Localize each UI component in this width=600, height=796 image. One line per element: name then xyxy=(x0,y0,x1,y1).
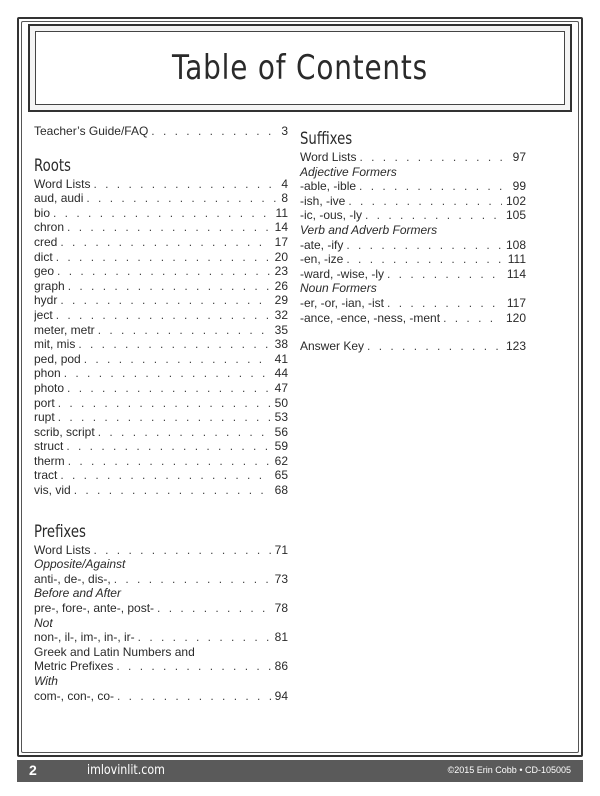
entry-label: anti-, de-, dis-, xyxy=(34,571,111,586)
toc-entry-answer-key[interactable] xyxy=(300,339,526,354)
dot-leader xyxy=(114,572,271,587)
dot-leader xyxy=(93,543,270,558)
subheading: Verb and Adverb Formers xyxy=(300,222,438,237)
dot-leader xyxy=(53,206,272,221)
entry-label: graph xyxy=(34,278,65,293)
entry-page: 117 xyxy=(506,295,526,310)
entry-page: 32 xyxy=(274,307,288,322)
entry-page: 78 xyxy=(274,601,288,616)
dot-leader xyxy=(138,630,271,645)
entry-label: bio xyxy=(34,205,51,220)
entry-page: 94 xyxy=(274,688,288,703)
entry-label: -ward, -wise, -ly xyxy=(300,266,385,281)
toc-entry[interactable] xyxy=(34,191,288,206)
entry-label: -en, -ize xyxy=(300,252,344,267)
dot-leader xyxy=(98,323,271,338)
toc-entry[interactable] xyxy=(34,689,288,704)
entry-page: 86 xyxy=(274,659,288,674)
toc-entry[interactable] xyxy=(34,396,288,411)
toc-entry[interactable] xyxy=(34,220,288,235)
entry-label: therm xyxy=(34,453,65,468)
entry-page: 62 xyxy=(274,453,288,468)
entry-page: 114 xyxy=(506,266,526,281)
toc-entry[interactable] xyxy=(34,483,288,498)
dot-leader xyxy=(56,250,271,265)
entry-page: 29 xyxy=(274,293,288,308)
subheading: Not xyxy=(34,615,53,630)
dot-leader xyxy=(56,308,271,323)
toc-entry[interactable] xyxy=(34,366,288,381)
toc-entry[interactable] xyxy=(34,468,288,483)
entry-page: 108 xyxy=(505,237,526,252)
dot-leader xyxy=(78,337,270,352)
entry-label: Teacher’s Guide/FAQ xyxy=(34,124,149,138)
entry-label: ped, pod xyxy=(34,351,81,366)
copyright-notice: ©2015 Erin Cobb • CD-105005 xyxy=(447,765,571,775)
entry-label: Metric Prefixes xyxy=(34,659,114,674)
entry-label: phon xyxy=(34,366,61,381)
toc-entry[interactable] xyxy=(34,264,288,279)
page-title: Table of Contents xyxy=(171,48,429,88)
entry-label: dict xyxy=(34,249,53,264)
entry-label: non-, il-, im-, in-, ir- xyxy=(34,630,135,645)
dot-leader xyxy=(68,454,271,469)
entry-page: 120 xyxy=(505,310,526,325)
entry-page: 47 xyxy=(274,380,288,395)
toc-entry[interactable] xyxy=(34,177,288,192)
toc-entry[interactable] xyxy=(34,454,288,469)
entry-label: mit, mis xyxy=(34,337,76,352)
entry-page: 17 xyxy=(274,234,288,249)
dot-leader xyxy=(359,179,509,194)
entry-label: Word Lists xyxy=(34,176,91,191)
dot-leader xyxy=(365,208,502,223)
entry-page: 65 xyxy=(274,468,288,483)
entry-label: Word Lists xyxy=(34,542,91,557)
subheading: Opposite/Against xyxy=(34,557,126,572)
entry-page: 41 xyxy=(274,351,288,366)
entry-page: 23 xyxy=(274,264,288,279)
entry-label: Answer Key xyxy=(300,339,365,354)
entry-label: port xyxy=(34,395,55,410)
toc-entry[interactable] xyxy=(34,659,288,674)
dot-leader xyxy=(348,194,502,209)
entry-page: 111 xyxy=(507,252,526,267)
entry-label: struct xyxy=(34,439,64,454)
entry-label: photo xyxy=(34,380,65,395)
entry-label: tract xyxy=(34,468,58,483)
entry-page: 97 xyxy=(512,150,526,164)
subheading: With xyxy=(34,674,58,688)
roots-list xyxy=(34,177,288,498)
entry-label: Word Lists xyxy=(300,150,357,164)
entry-label: -ish, -ive xyxy=(300,193,346,208)
entry-label: rupt xyxy=(34,410,55,425)
entry-page: 56 xyxy=(274,424,288,439)
entry-page: 71 xyxy=(274,542,288,557)
toc-entry[interactable] xyxy=(34,410,288,425)
right-column xyxy=(300,118,526,354)
entry-page: 99 xyxy=(512,179,526,194)
toc-entry[interactable] xyxy=(34,572,288,587)
dot-leader xyxy=(116,659,270,674)
dot-leader xyxy=(60,293,270,308)
toc-entry[interactable] xyxy=(34,337,288,352)
dot-leader xyxy=(60,235,270,250)
entry-page: 123 xyxy=(505,339,526,354)
toc-entry[interactable] xyxy=(300,208,526,223)
toc-entry[interactable] xyxy=(300,150,526,165)
entry-page: 53 xyxy=(274,410,288,425)
dot-leader xyxy=(84,352,271,367)
subheading: Adjective Formers xyxy=(300,164,397,179)
entry-label: aud, audi xyxy=(34,191,84,206)
entry-page: 3 xyxy=(281,124,288,138)
entry-page: 35 xyxy=(274,322,288,337)
entry-label: com-, con-, co- xyxy=(34,688,115,703)
entry-label: chron xyxy=(34,220,65,235)
toc-entry[interactable] xyxy=(34,601,288,616)
entry-label: hydr xyxy=(34,293,58,308)
dot-leader xyxy=(58,410,271,425)
dot-leader xyxy=(346,252,503,267)
dot-leader xyxy=(346,238,502,253)
section-heading-suffixes: Suffixes xyxy=(300,129,353,149)
toc-entry[interactable] xyxy=(34,250,288,265)
page-footer xyxy=(17,760,583,782)
website-label: imlovinlit.com xyxy=(87,763,165,778)
toc-entry[interactable] xyxy=(34,206,288,221)
entry-page: 81 xyxy=(274,630,288,645)
dot-leader xyxy=(66,439,270,454)
entry-page: 26 xyxy=(274,278,288,293)
toc-entry[interactable] xyxy=(300,238,526,253)
toc-entry[interactable] xyxy=(300,194,526,209)
entry-label: geo xyxy=(34,264,55,279)
entry-page: 4 xyxy=(281,176,288,191)
dot-leader xyxy=(60,468,270,483)
toc-entry[interactable] xyxy=(300,296,526,311)
entry-page: 11 xyxy=(275,205,288,220)
entry-label: -er, -or, -ian, -ist xyxy=(300,295,385,310)
dot-leader xyxy=(67,381,271,396)
entry-label: -ic, -ous, -ly xyxy=(300,208,363,223)
toc-entry[interactable] xyxy=(300,267,526,282)
dot-leader xyxy=(443,311,502,326)
dot-leader xyxy=(387,296,503,311)
dot-leader xyxy=(359,150,508,165)
subheading: Before and After xyxy=(34,586,121,601)
entry-page: 8 xyxy=(281,191,288,206)
entry-page: 102 xyxy=(505,193,526,208)
dot-leader xyxy=(367,339,502,354)
entry-page: 59 xyxy=(274,439,288,454)
subheading: Noun Formers xyxy=(300,281,377,296)
entry-page: 50 xyxy=(274,395,288,410)
dot-leader xyxy=(151,124,277,139)
toc-entry[interactable] xyxy=(300,311,526,326)
entry-page: 68 xyxy=(274,483,288,498)
prefixes-list xyxy=(34,543,288,704)
suffixes-list xyxy=(300,150,526,325)
dot-leader xyxy=(117,689,271,704)
toc-entry-teachers-guide[interactable] xyxy=(34,124,288,139)
dot-leader xyxy=(58,396,271,411)
entry-label: vis, vid xyxy=(34,483,71,498)
toc-entry[interactable] xyxy=(34,425,288,440)
entry-label: pre-, fore-, ante-, post- xyxy=(34,601,155,616)
entry-label: meter, metr xyxy=(34,322,95,337)
toc-entry[interactable] xyxy=(34,543,288,558)
dot-leader xyxy=(157,601,271,616)
section-heading-roots: Roots xyxy=(34,155,71,176)
entry-label: -able, -ible xyxy=(300,179,357,194)
toc-entry[interactable] xyxy=(34,293,288,308)
entry-page: 14 xyxy=(274,220,288,235)
entry-label: ject xyxy=(34,307,53,322)
entry-label-line: Greek and Latin Numbers and xyxy=(34,644,195,659)
entry-page: 73 xyxy=(274,571,288,586)
section-heading-prefixes: Prefixes xyxy=(34,521,86,542)
entry-page: 38 xyxy=(274,337,288,352)
dot-leader xyxy=(57,264,271,279)
toc-entry[interactable] xyxy=(34,439,288,454)
entry-page: 20 xyxy=(274,249,288,264)
toc-entry[interactable] xyxy=(34,235,288,250)
left-column xyxy=(34,118,288,703)
toc-entry[interactable] xyxy=(300,179,526,194)
toc-entry[interactable] xyxy=(34,323,288,338)
dot-leader xyxy=(93,177,277,192)
entry-label: cred xyxy=(34,234,58,249)
dot-leader xyxy=(98,425,271,440)
toc-entry[interactable] xyxy=(34,352,288,367)
dot-leader xyxy=(68,279,271,294)
dot-leader xyxy=(64,366,271,381)
entry-label: scrib, script xyxy=(34,424,95,439)
toc-entry[interactable] xyxy=(34,381,288,396)
dot-leader xyxy=(74,483,271,498)
entry-label: -ance, -ence, -ness, -ment xyxy=(300,310,441,325)
toc-entry[interactable] xyxy=(34,308,288,323)
title-banner xyxy=(28,24,572,112)
page-number: 2 xyxy=(29,762,37,778)
dot-leader xyxy=(86,191,277,206)
toc-entry[interactable] xyxy=(34,279,288,294)
dot-leader xyxy=(67,220,271,235)
entry-page: 44 xyxy=(274,366,288,381)
toc-entry[interactable] xyxy=(34,630,288,645)
entry-page: 105 xyxy=(505,208,526,223)
toc-entry[interactable] xyxy=(300,252,526,267)
entry-label: -ate, -ify xyxy=(300,237,344,252)
dot-leader xyxy=(387,267,503,282)
